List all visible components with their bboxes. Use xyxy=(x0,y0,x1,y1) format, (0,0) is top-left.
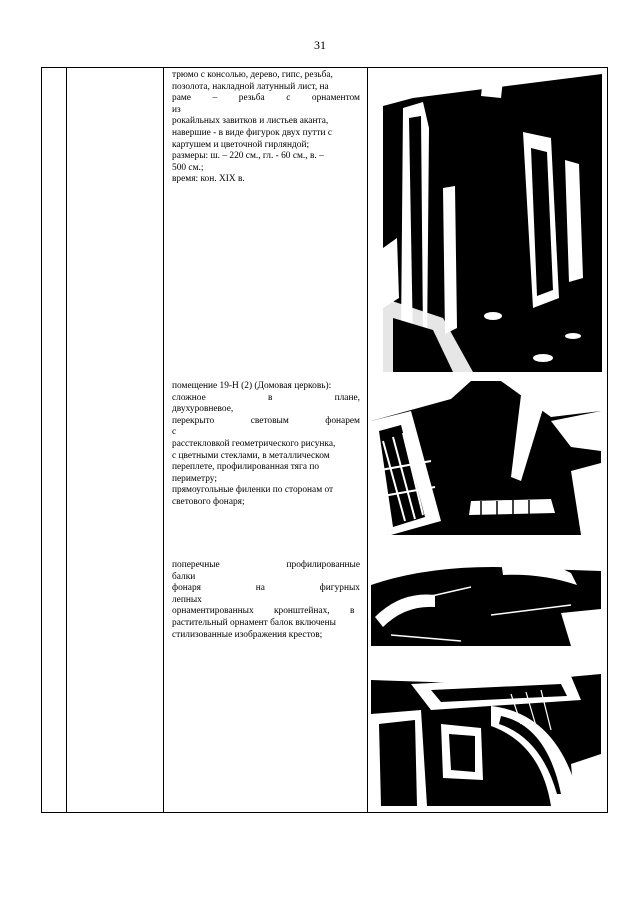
text-line: стилизованные изображения крестов; xyxy=(172,629,323,640)
entry-church-text xyxy=(172,381,360,509)
column-divider xyxy=(66,68,67,812)
photo-church-skylight xyxy=(371,381,601,535)
text-line: переплете, профилированная тяга по xyxy=(172,462,320,473)
column-divider xyxy=(163,68,164,812)
text-line: прямоугольные филенки по сторонам от xyxy=(172,485,334,496)
text-line: трюмо с консолью, дерево, гипс, резьба, xyxy=(172,70,333,80)
text-line: позолота, накладной латунный лист, на xyxy=(172,81,329,92)
photo-beam-bracket xyxy=(371,654,601,806)
text-line: время: кон. XIX в. xyxy=(172,174,245,185)
text-line: перекрыто световым фонарем с xyxy=(172,415,360,438)
text-line: светового фонаря; xyxy=(172,496,245,507)
text-line: фонаря на фигурных лепных xyxy=(172,583,360,605)
text-line: рокайльных завитков и листьев аканта, xyxy=(172,116,329,127)
column-divider xyxy=(367,68,368,812)
text-line: орнаментированных кронштейнах, в xyxy=(172,606,355,617)
text-line: навершие - в виде фигурок двух путти с xyxy=(172,127,333,138)
page-number: 31 xyxy=(314,38,326,52)
text-line: сложное в плане, двухуровневое, xyxy=(172,392,360,415)
entry-mirror-text xyxy=(172,70,360,186)
text-line: помещение 19-Н (2) (Домовая церковь): xyxy=(172,381,332,391)
text-line: картушем и цветочной гирляндой; xyxy=(172,139,310,150)
text-line: раме – резьба с орнаментом из xyxy=(172,93,360,115)
text-line: расстекловкой геометрического рисунка, xyxy=(172,438,336,449)
text-line: растительный орнамент балок включены xyxy=(172,617,336,628)
text-line: периметру; xyxy=(172,473,217,484)
text-line: размеры: ш. – 220 см., гл. - 60 см., в. – xyxy=(172,151,324,162)
text-line: с цветными стеклами, в металлическом xyxy=(172,450,330,461)
entry-beams-text xyxy=(172,560,360,641)
text-line: поперечные профилированные балки xyxy=(172,560,360,582)
text-line: 500 см.; xyxy=(172,162,204,173)
photo-beam-arch xyxy=(371,555,601,646)
photo-mirror-console xyxy=(383,68,602,372)
